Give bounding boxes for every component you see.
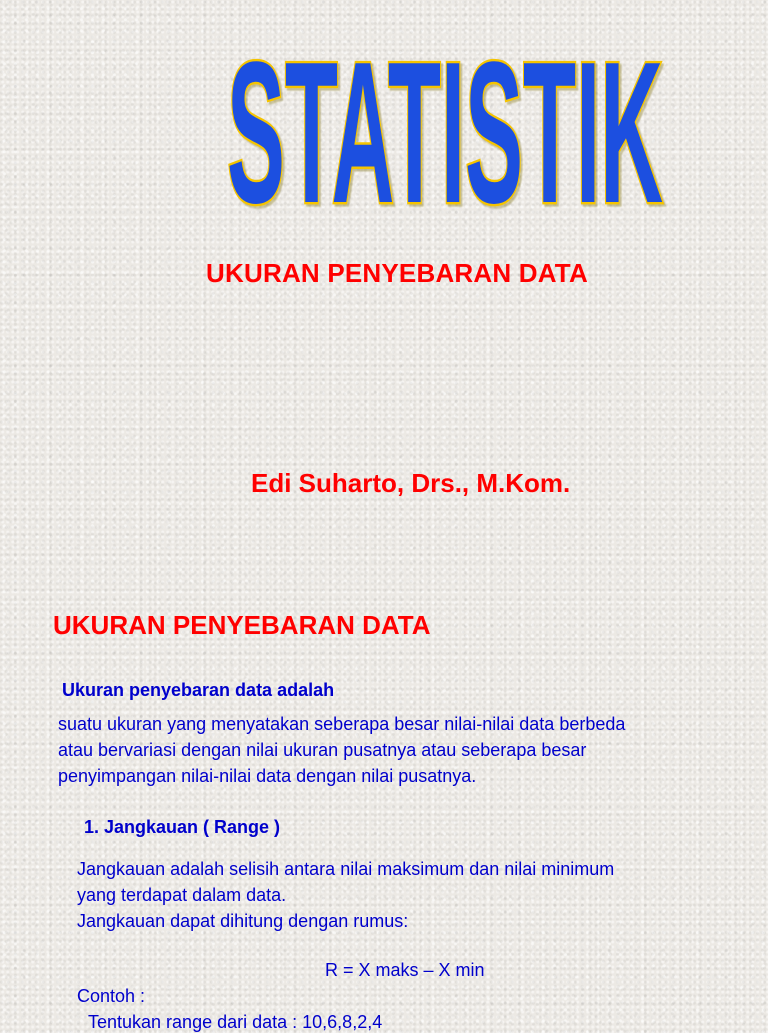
author-name: Edi Suharto, Drs., M.Kom. (251, 468, 571, 498)
title-wordart (222, 40, 668, 230)
definition-title: Ukuran penyebaran data adalah (62, 680, 335, 700)
range-section-title: 1. Jangkauan ( Range ) (84, 817, 281, 837)
example-label: Contoh : (77, 986, 146, 1006)
content-slide (0, 580, 768, 1032)
range-formula: R = X maks – X min (325, 960, 485, 980)
range-section-body: Jangkauan adalah selisih antara nilai maksimum dan nilai minimum yang terdapat dalam data. Jangkauan dapat dihitung dengan rumus: (77, 859, 615, 931)
title-text: STATISTIK (227, 40, 663, 230)
section-heading: UKURAN PENYEBARAN DATA (53, 610, 431, 640)
subtitle: UKURAN PENYEBARAN DATA (206, 258, 588, 288)
definition-body: suatu ukuran yang menyatakan seberapa besar nilai-nilai data berbeda atau bervariasi dengan nilai ukuran pusatnya atau seberapa besar penyimpangan nilai-nilai data dengan nilai pusatnya. (58, 714, 626, 786)
title-wordart-graphic (222, 40, 668, 230)
example-text: Tentukan range dari data : 10,6,8,2,4 (88, 1012, 383, 1032)
